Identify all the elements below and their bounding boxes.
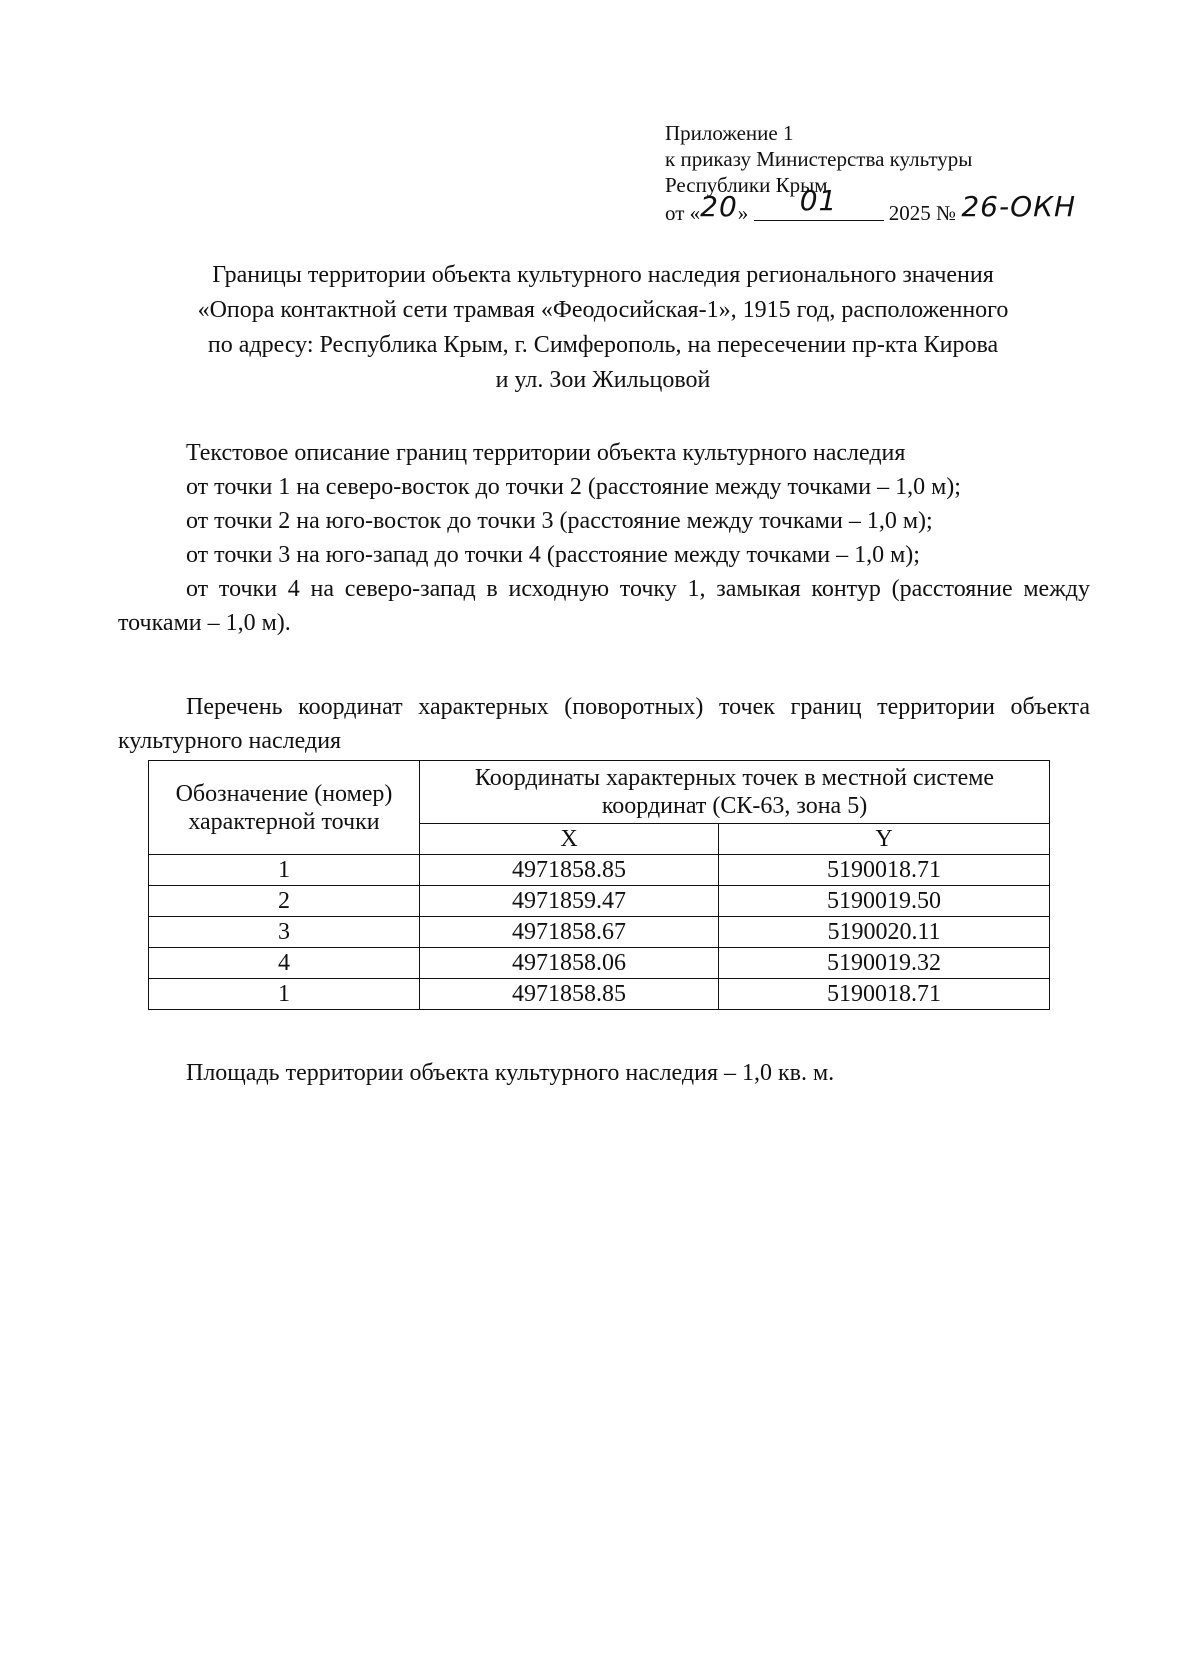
table-row: [149, 979, 1050, 1010]
cell-y: 5190020.11: [719, 917, 1050, 948]
appendix-order-ref: к приказу Министерства культуры: [665, 147, 973, 171]
description-heading: Текстовое описание границ территории объекта культурного наследия: [186, 440, 906, 466]
table-row: [149, 917, 1050, 948]
coordinates-table: [148, 760, 1050, 1010]
cell-x: 4971858.85: [420, 855, 719, 886]
title-line-3: по адресу: Республика Крым, г. Симферополь, на пересечении пр-кта Кирова: [207, 332, 999, 358]
cell-y: 5190018.71: [719, 855, 1050, 886]
table-row: [149, 948, 1050, 979]
header-y: Y: [719, 824, 1050, 855]
cell-point: 1: [149, 855, 420, 886]
cell-y: 5190019.32: [719, 948, 1050, 979]
month-blank: [754, 184, 884, 221]
title-line-2: «Опора контактной сети трамвая «Феодосийская-1», 1915 год, расположенного: [197, 297, 1009, 323]
cell-y: 5190018.71: [719, 979, 1050, 1010]
handwritten-order-number: 26-ОКН: [961, 190, 1077, 223]
cell-x: 4971858.67: [420, 917, 719, 948]
cell-point: 2: [149, 886, 420, 917]
description-item: от точки 3 на юго-запад до точки 4 (расстояние между точками – 1,0 м);: [186, 542, 920, 568]
year-number-label: 2025 №: [888, 201, 957, 225]
cell-point: 3: [149, 917, 420, 948]
document-title: [118, 258, 1088, 398]
coordinates-list-intro: Перечень координат характерных (поворотных) точек границ территории объекта культурного наследия: [118, 694, 1090, 754]
title-line-1: Границы территории объекта культурного наследия регионального значения: [212, 262, 994, 288]
cell-x: 4971859.47: [420, 886, 719, 917]
appendix-block: [665, 120, 1076, 226]
boundary-description: [118, 436, 1090, 640]
description-item: от точки 4 на северо-запад в исходную точку 1, замыкая контур (расстояние между точками – 1,0 м).: [118, 576, 1090, 636]
cell-x: 4971858.06: [420, 948, 719, 979]
appendix-title: Приложение 1: [665, 121, 794, 145]
handwritten-day: 20: [700, 190, 738, 223]
date-prefix: от «: [665, 201, 701, 225]
handwritten-month: 01: [799, 184, 838, 217]
appendix-republic: Республики Крым: [665, 173, 828, 197]
territory-area: Площадь территории объекта культурного наследия – 1,0 кв. м.: [186, 1060, 835, 1086]
cell-x: 4971858.85: [420, 979, 719, 1010]
table-row: [149, 886, 1050, 917]
title-line-4: и ул. Зои Жильцовой: [495, 367, 711, 393]
header-coordinates: Координаты характерных точек в местной системе координат (СК-63, зона 5): [420, 761, 1050, 824]
date-suffix: »: [737, 201, 749, 225]
cell-point: 4: [149, 948, 420, 979]
cell-point: 1: [149, 979, 420, 1010]
header-point: Обозначение (номер) характерной точки: [149, 761, 420, 855]
description-item: от точки 1 на северо-восток до точки 2 (расстояние между точками – 1,0 м);: [186, 474, 961, 500]
description-item: от точки 2 на юго-восток до точки 3 (расстояние между точками – 1,0 м);: [186, 508, 933, 534]
header-x: X: [420, 824, 719, 855]
cell-y: 5190019.50: [719, 886, 1050, 917]
table-row: [149, 855, 1050, 886]
